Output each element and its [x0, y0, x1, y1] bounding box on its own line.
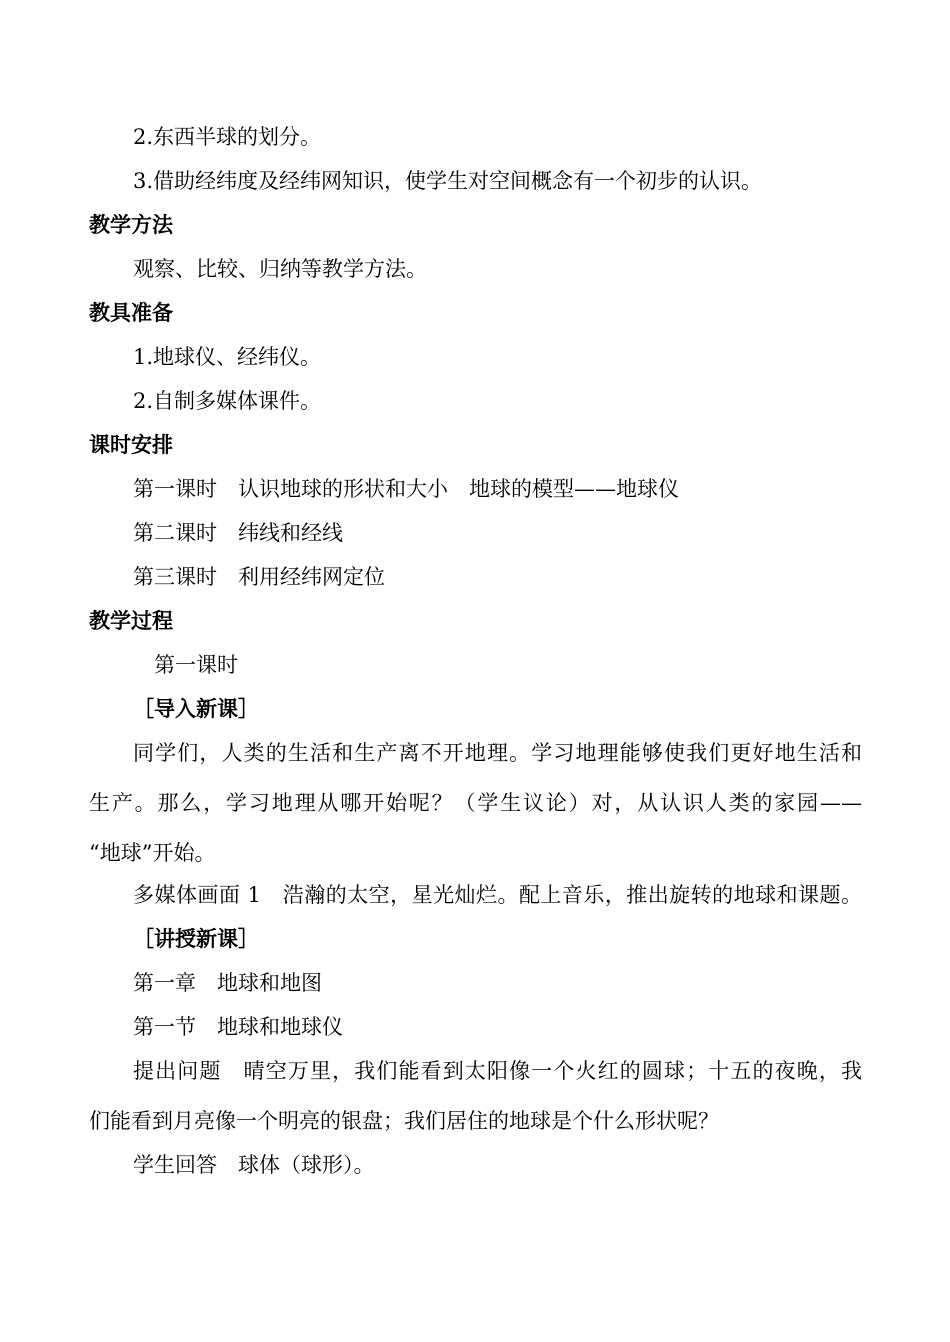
methods-text: 观察、比较、归纳等教学方法。 [133, 257, 427, 281]
intro-paragraph-line-2: 生产。那么，学习地理从哪开始呢？（学生议论）对，从认识人类的家园—— [89, 791, 862, 815]
student-answer: 学生回答 球体（球形）。 [133, 1153, 375, 1177]
tools-item-2: 2.自制多媒体课件。 [133, 389, 322, 413]
new-lesson-heading: ［讲授新课］ [133, 927, 259, 951]
tools-item-1: 1.地球仪、经纬仪。 [133, 345, 322, 369]
schedule-item: 第一课时 认识地球的形状和大小 地球的模型——地球仪 [133, 477, 679, 501]
objective-item-2: 2.东西半球的划分。 [133, 125, 322, 149]
objective-item-3: 3.借助经纬度及经纬网知识，使学生对空间概念有一个初步的认识。 [133, 169, 763, 193]
chapter-title: 第一章 地球和地图 [133, 971, 322, 995]
schedule-item: 第三课时 利用经纬网定位 [133, 565, 385, 589]
intro-paragraph-line-3: “地球”开始。 [89, 841, 216, 865]
section-heading-schedule: 课时安排 [89, 433, 173, 457]
intro-paragraph-line-1: 同学们，人类的生活和生产离不开地理。学习地理能够使我们更好地生活和 [133, 741, 862, 765]
section-heading-process: 教学过程 [89, 609, 173, 633]
section-title: 第一节 地球和地球仪 [133, 1015, 343, 1039]
section-heading-tools: 教具准备 [89, 301, 173, 325]
question-line-2: 们能看到月亮像一个明亮的银盘；我们居住的地球是个什么形状呢？ [89, 1109, 719, 1133]
media-description: 多媒体画面 1 浩瀚的太空，星光灿烂。配上音乐，推出旋转的地球和课题。 [133, 883, 862, 907]
question-line-1: 提出问题 晴空万里，我们能看到太阳像一个火红的圆球；十五的夜晚，我 [133, 1059, 862, 1083]
period-label: 第一课时 [154, 653, 238, 677]
schedule-item: 第二课时 纬线和经线 [133, 521, 343, 545]
intro-heading: ［导入新课］ [133, 697, 259, 721]
section-heading-methods: 教学方法 [89, 213, 173, 237]
